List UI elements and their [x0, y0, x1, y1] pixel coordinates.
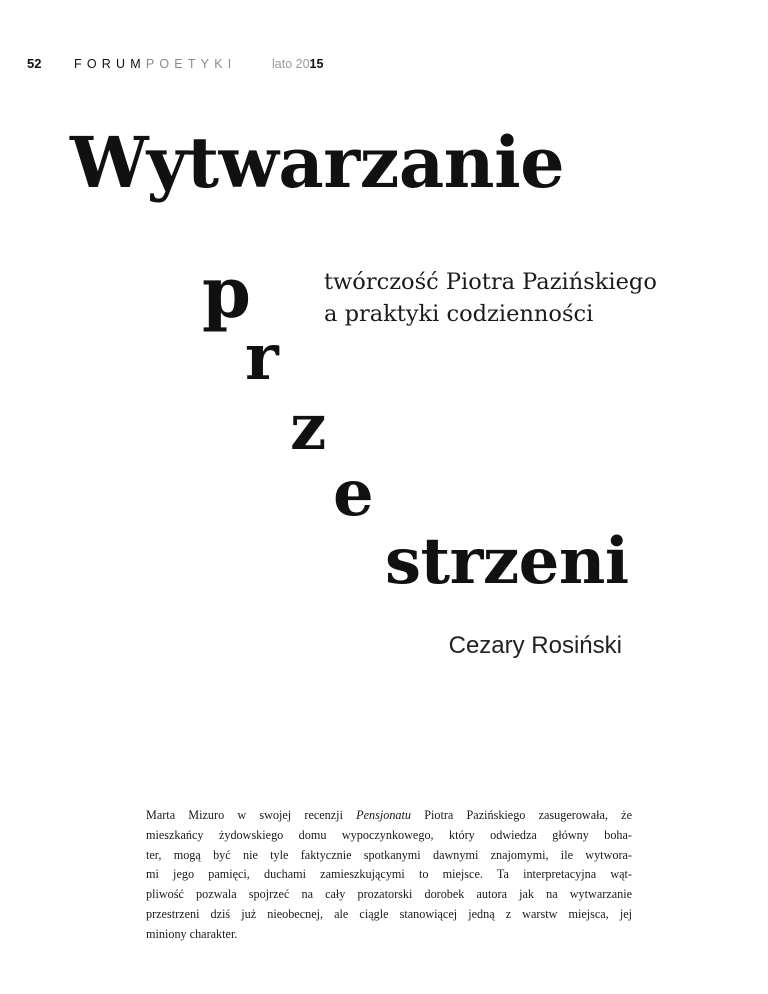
journal-name-part1: FORUM: [74, 57, 146, 71]
title-letter-p: p: [202, 251, 251, 334]
journal-name: [74, 54, 236, 74]
title-letter-e: e: [333, 456, 374, 531]
issue-label: [272, 54, 323, 74]
page-number: 52: [27, 56, 42, 71]
title-letter-r: r: [245, 320, 279, 395]
abstract-line-1-a: Marta Mizuro w swojej recenzji: [146, 808, 357, 822]
abstract-line-2: mieszkańcy żydowskiego domu wypoczynkowego, który odwiedza główny boha-: [146, 827, 632, 842]
abstract-line-5: pliwość pozwala spojrzeć na cały prozatorski dorobek autora jak na wytwarzanie: [146, 887, 632, 902]
subtitle-line-1: twórczość Piotra Pazińskiego: [324, 269, 657, 295]
journal-name-part2: POETYKI: [145, 57, 237, 71]
abstract-line-4: mi jego pamięci, duchami zamieszkującymi to miejsce. Ta interpretacyjna wąt-: [146, 867, 632, 882]
subtitle: [324, 266, 724, 330]
abstract-line-1-b: Piotra Pazińskiego zasugerowała, że: [411, 808, 632, 822]
abstract: [146, 806, 632, 945]
subtitle-line-2: a praktyki codzienności: [324, 301, 594, 327]
title-word-strzeni: strzeni: [385, 524, 629, 599]
author-name: Cezary Rosiński: [448, 632, 622, 659]
abstract-line-7: miniony charakter.: [146, 926, 238, 941]
title-letter-z: z: [290, 390, 327, 465]
issue-label-part2: 15: [309, 57, 324, 71]
abstract-line-6: przestrzeni dziś już nieobecnej, ale ciągle stanowiącej jedną z warstw miejsca, jej: [146, 906, 632, 921]
book-title-pensjonatu: Pensjonatu: [356, 808, 411, 822]
issue-label-part1: lato 20: [272, 57, 310, 71]
abstract-line-1: [146, 806, 632, 826]
abstract-line-3: ter, mogą być nie tyle faktycznie spotkanymi dawnymi znajomymi, ile wytwora-: [146, 847, 632, 862]
title-word-wytwarzanie: Wytwarzanie: [70, 121, 565, 204]
